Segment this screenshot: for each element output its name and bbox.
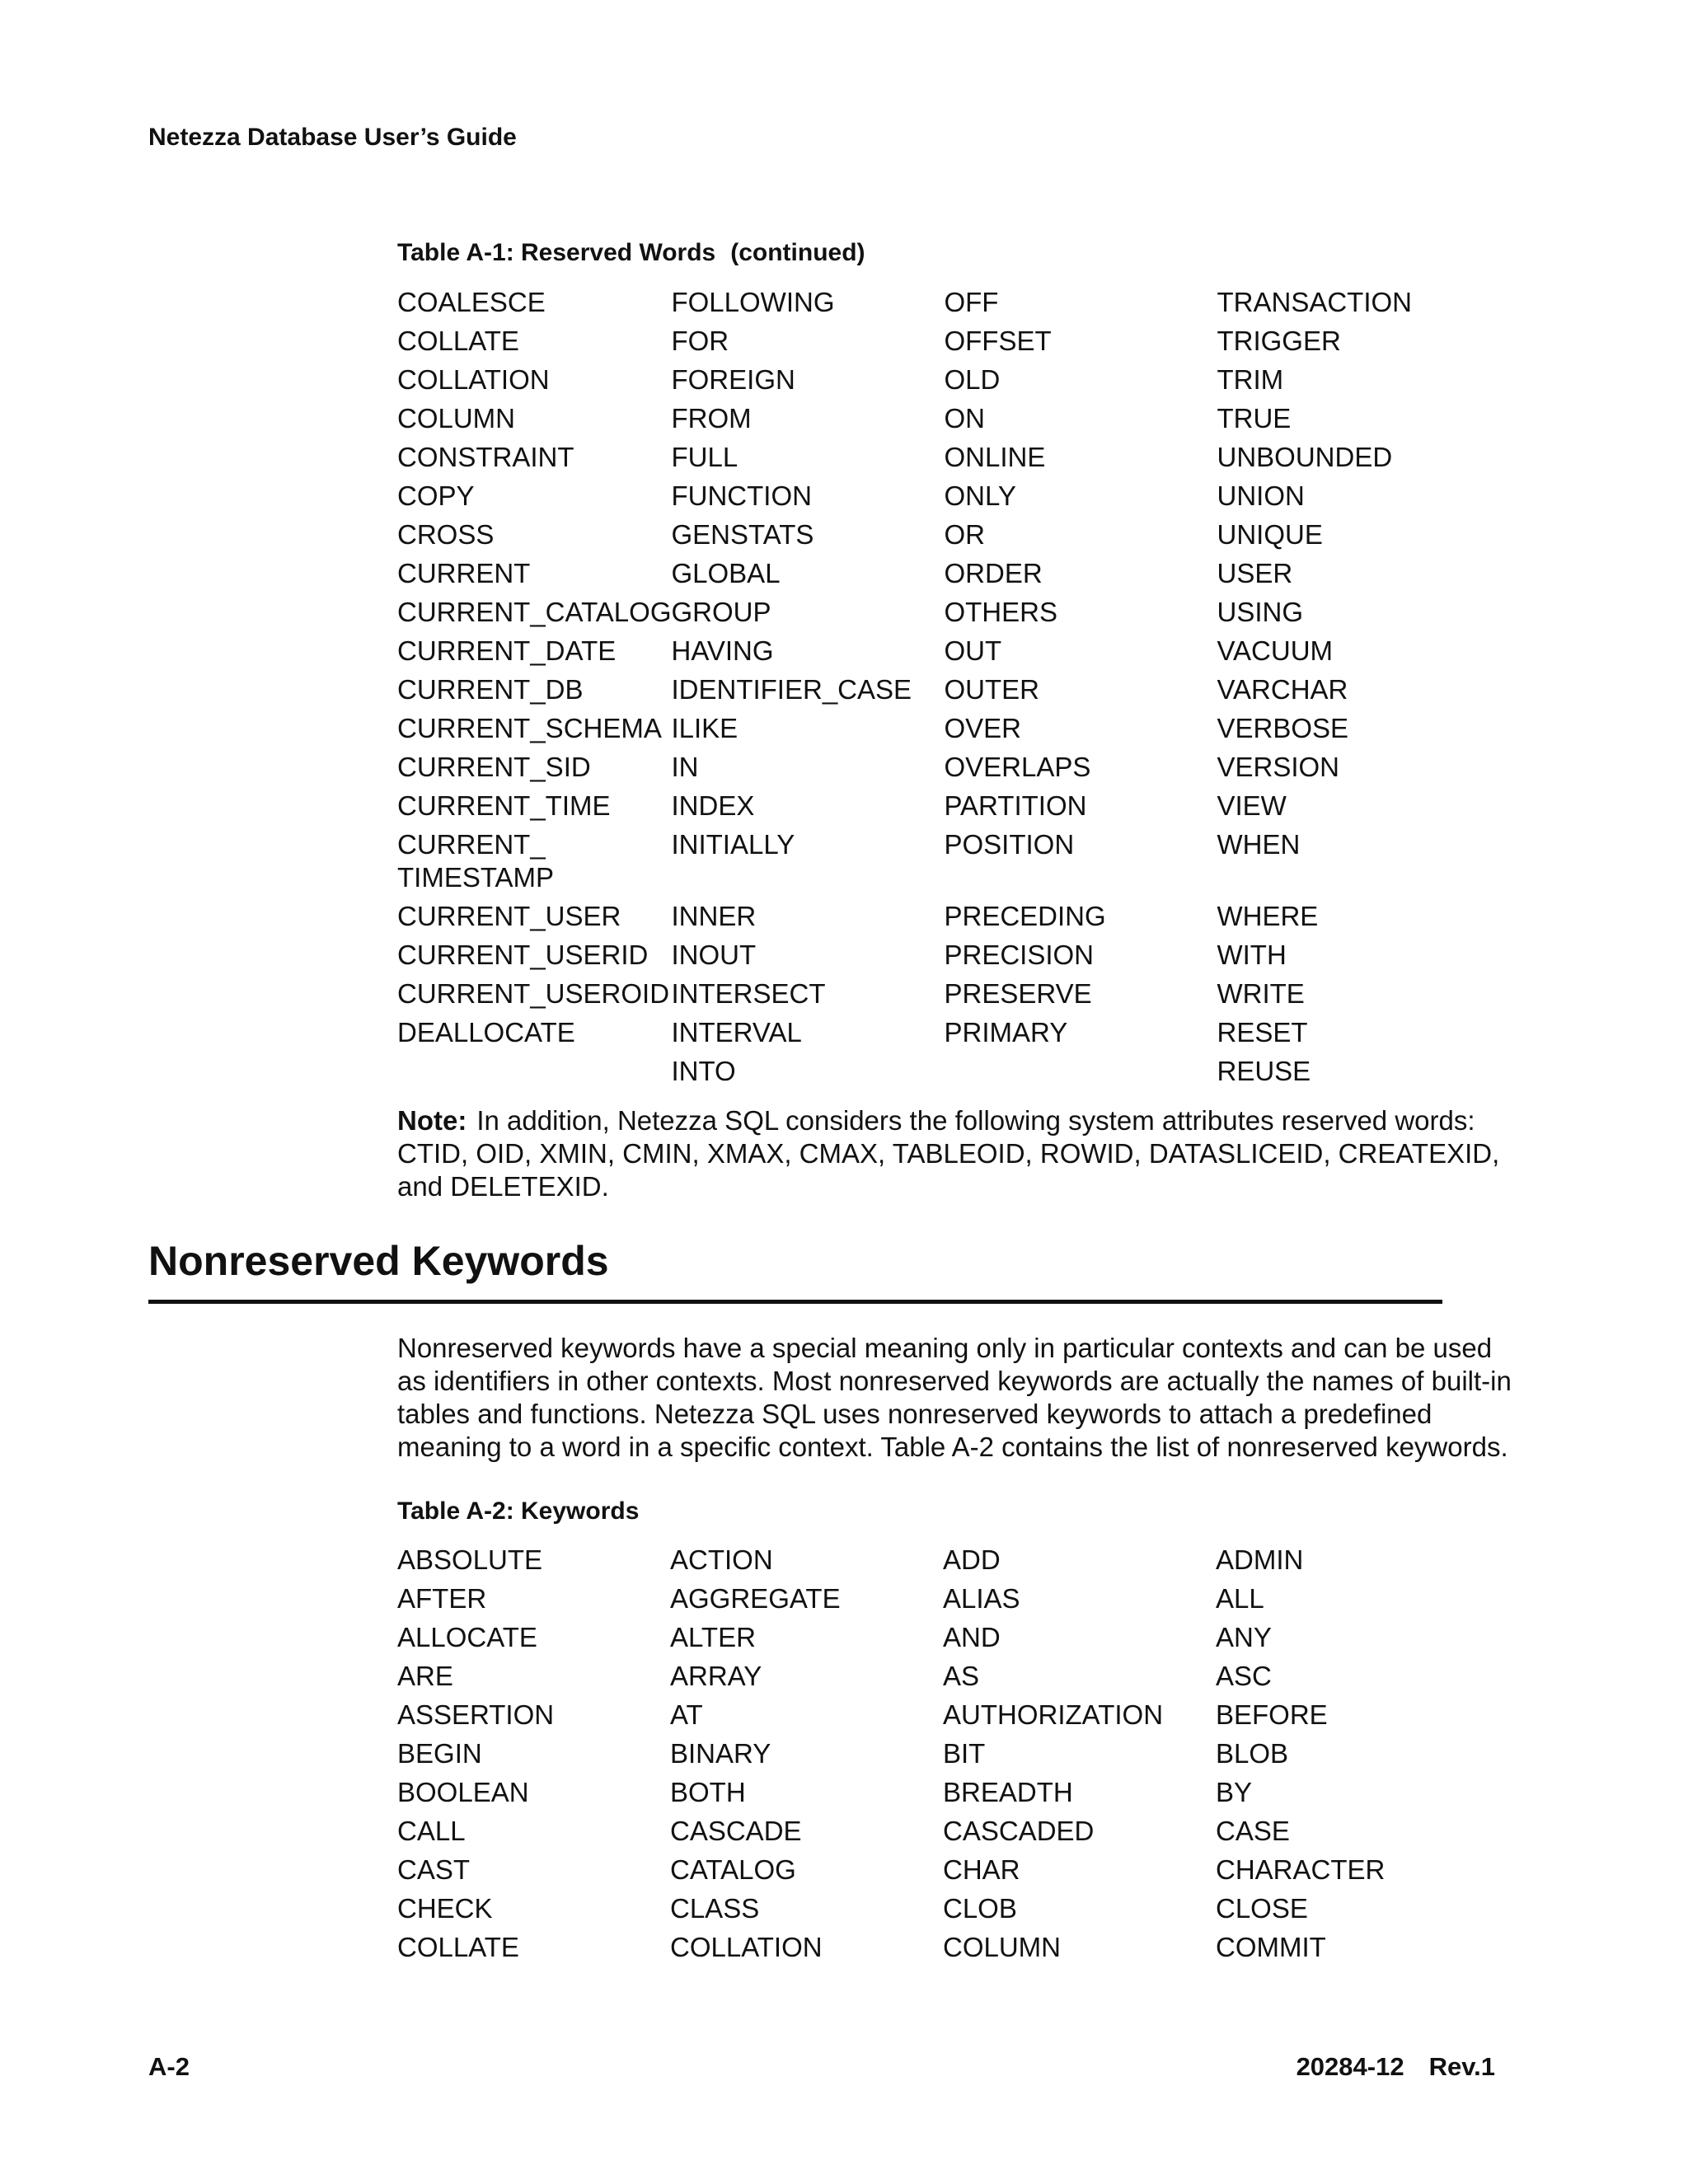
table-cell: TRUE [1217, 403, 1292, 434]
table-cell: CURRENT_DATE [397, 635, 617, 666]
table-cell: CURRENT_USERID [397, 940, 649, 970]
table-row [397, 1055, 1489, 1094]
note-text: In addition, Netezza SQL considers the following system attributes reserved words: CTID, OID, XMIN, CMIN, XMAX, CMAX, TABLEOID, ROWID, DATASLICEID, CREATEXID, and DELETEXID. [397, 1105, 1500, 1202]
table-cell: VERBOSE [1217, 713, 1349, 743]
table-cell: OVER [944, 713, 1022, 743]
table-row [397, 1854, 1489, 1892]
table-cell: IN [671, 752, 699, 782]
table-row [397, 286, 1489, 325]
table-cell: BOTH [670, 1777, 746, 1807]
table-cell: USING [1217, 597, 1303, 627]
table-cell: COLUMN [397, 403, 516, 434]
table-row [397, 751, 1489, 790]
table-row [397, 1699, 1489, 1737]
table-cell: CALL [397, 1816, 466, 1846]
table-cell: DEALLOCATE [397, 1017, 575, 1047]
table-cell: INNER [671, 901, 757, 931]
table-row [397, 557, 1489, 596]
table-cell: CURRENT_USEROID [397, 978, 670, 1009]
table-cell: CURRENT_SID [397, 752, 591, 782]
table-cell: COLUMN [943, 1932, 1062, 1962]
table-cell: WHEN [1217, 829, 1301, 860]
table-cell [397, 1055, 671, 1094]
table-cell: CASCADE [670, 1816, 802, 1846]
table-cell: WRITE [1217, 978, 1305, 1009]
section-title: Nonreserved Keywords [148, 1238, 609, 1284]
table-cell: AND [943, 1622, 1001, 1652]
table-cell: AFTER [397, 1583, 487, 1614]
keywords-table-body [397, 1544, 1489, 1970]
table-cell: FOREIGN [671, 364, 795, 395]
table-cell: CAST [397, 1854, 471, 1885]
table-cell: ASSERTION [397, 1699, 555, 1730]
table-cell: PARTITION [944, 790, 1087, 821]
table-row [397, 441, 1489, 480]
table-cell: CURRENT_ TIMESTAMP [397, 829, 555, 893]
table-cell: PRECEDING [944, 901, 1106, 931]
table-row [397, 402, 1489, 441]
table-cell: VACUUM [1217, 635, 1334, 666]
table-cell: CASE [1216, 1816, 1290, 1846]
table-cell: PRECISION [944, 940, 1095, 970]
table-row [397, 673, 1489, 712]
table-cell: VARCHAR [1217, 674, 1348, 705]
table-cell: BLOB [1216, 1738, 1289, 1769]
table-cell: OUT [944, 635, 1002, 666]
table-cell: CONSTRAINT [397, 442, 574, 472]
table-a1-caption [397, 239, 865, 267]
table-cell: OLD [944, 364, 1001, 395]
table-cell: GLOBAL [671, 558, 781, 588]
table-a1-caption-suffix: (continued) [730, 239, 865, 266]
table-cell: ORDER [944, 558, 1043, 588]
page-number: A-2 [148, 2052, 190, 2081]
table-cell: OFFSET [944, 326, 1052, 356]
table-a1-caption-text: Table A-1: Reserved Words [397, 239, 716, 266]
table-cell: BEGIN [397, 1738, 482, 1769]
table-cell: CLASS [670, 1893, 760, 1924]
table-cell: CHARACTER [1216, 1854, 1386, 1885]
table-cell: TRANSACTION [1217, 287, 1412, 317]
table-cell: ASC [1216, 1661, 1272, 1691]
table-row [397, 1892, 1489, 1931]
table-cell: CURRENT_CATALOG [397, 597, 672, 627]
table-cell: BOOLEAN [397, 1777, 529, 1807]
table-row [397, 1737, 1489, 1776]
reserved-words-table-body [397, 286, 1489, 1094]
table-cell: FULL [671, 442, 738, 472]
table-cell: ONLY [944, 480, 1016, 511]
table-cell: TRIM [1217, 364, 1284, 395]
table-cell: USER [1217, 558, 1293, 588]
table-cell: CURRENT_USER [397, 901, 621, 931]
table-cell: ANY [1216, 1622, 1272, 1652]
table-cell: OR [944, 519, 985, 550]
table-cell: ILIKE [671, 713, 738, 743]
table-cell: WITH [1217, 940, 1287, 970]
table-cell [944, 1055, 1217, 1094]
table-cell: ONLINE [944, 442, 1046, 472]
table-row [397, 363, 1489, 402]
table-cell: COLLATE [397, 326, 519, 356]
table-cell: ALIAS [943, 1583, 1020, 1614]
table-row [397, 900, 1489, 939]
table-cell: AS [943, 1661, 980, 1691]
table-row [397, 1582, 1489, 1621]
table-cell: COPY [397, 480, 475, 511]
table-cell: HAVING [671, 635, 774, 666]
table-cell: CHECK [397, 1893, 493, 1924]
table-cell: ADD [943, 1544, 1001, 1575]
table-cell: ACTION [670, 1544, 773, 1575]
table-cell: COLLATION [670, 1932, 823, 1962]
table-cell: RESET [1217, 1017, 1308, 1047]
table-cell: ABSOLUTE [397, 1544, 543, 1575]
table-cell: CROSS [397, 519, 495, 550]
table-cell: VIEW [1217, 790, 1287, 821]
table-cell: AGGREGATE [670, 1583, 841, 1614]
table-cell: CLOSE [1216, 1893, 1308, 1924]
table-cell: GROUP [671, 597, 771, 627]
table-cell: REUSE [1217, 1056, 1311, 1086]
table-row [397, 325, 1489, 363]
table-cell: UNIQUE [1217, 519, 1323, 550]
table-cell: ON [944, 403, 985, 434]
table-row [397, 635, 1489, 673]
table-cell: TRIGGER [1217, 326, 1341, 356]
table-cell: OFF [944, 287, 999, 317]
table-row [397, 1660, 1489, 1699]
table-cell: AUTHORIZATION [943, 1699, 1164, 1730]
table-cell: ARRAY [670, 1661, 762, 1691]
note-label: Note: [397, 1105, 467, 1136]
table-cell: CATALOG [670, 1854, 796, 1885]
table-row [397, 1621, 1489, 1660]
table-cell: VERSION [1217, 752, 1340, 782]
table-cell: BIT [943, 1738, 986, 1769]
table-cell: COALESCE [397, 287, 546, 317]
table-cell: INTERSECT [671, 978, 826, 1009]
table-row [397, 712, 1489, 751]
table-cell: CASCADED [943, 1816, 1095, 1846]
reserved-words-table [397, 286, 1489, 1094]
table-cell: BINARY [670, 1738, 771, 1769]
table-row [397, 480, 1489, 518]
table-row [397, 939, 1489, 977]
table-cell: BREADTH [943, 1777, 1073, 1807]
table-cell: FOLLOWING [671, 287, 835, 317]
table-cell: IDENTIFIER_CASE [671, 674, 912, 705]
document-id [1296, 2052, 1495, 2082]
table-cell: FROM [671, 403, 752, 434]
document-number: 20284-12 [1296, 2052, 1404, 2081]
table-cell: COLLATE [397, 1932, 519, 1962]
table-cell: AT [670, 1699, 703, 1730]
table-cell: PRIMARY [944, 1017, 1068, 1047]
table-cell: INTERVAL [671, 1017, 802, 1047]
table-cell: BY [1216, 1777, 1253, 1807]
table-cell: UNBOUNDED [1217, 442, 1393, 472]
table-cell: GENSTATS [671, 519, 814, 550]
table-cell: INDEX [671, 790, 755, 821]
table-cell: OTHERS [944, 597, 1057, 627]
section-body: Nonreserved keywords have a special meaning only in particular contexts and can be used as identifiers in other contexts. Most nonreserved keywords are actually the names of built-in tables and functions. Netezza SQL uses nonreserved keywords to attach a predefined meaning to a word in a specific context. Table A-2 contains the list of nonreserved keywords. [397, 1333, 1512, 1462]
table-cell: PRESERVE [944, 978, 1092, 1009]
table-cell: OUTER [944, 674, 1039, 705]
table-cell: OVERLAPS [944, 752, 1091, 782]
table-cell: CURRENT_TIME [397, 790, 611, 821]
running-header: Netezza Database User’s Guide [148, 124, 517, 151]
keywords-table [397, 1544, 1489, 1970]
section-rule [148, 1300, 1442, 1304]
table-row [397, 1016, 1489, 1055]
table-cell: COLLATION [397, 364, 550, 395]
document-revision: Rev.1 [1428, 2052, 1495, 2081]
table-cell: BEFORE [1216, 1699, 1328, 1730]
table-row [397, 790, 1489, 828]
note [397, 1104, 1502, 1203]
table-row [397, 977, 1489, 1016]
table-cell: ALL [1216, 1583, 1264, 1614]
table-cell: POSITION [944, 829, 1075, 860]
table-cell: UNION [1217, 480, 1305, 511]
table-a2-caption: Table A-2: Keywords [397, 1497, 640, 1525]
table-cell: CLOB [943, 1893, 1017, 1924]
table-cell: CURRENT [397, 558, 531, 588]
table-row [397, 518, 1489, 557]
table-row [397, 828, 1489, 900]
table-cell: ARE [397, 1661, 453, 1691]
table-cell: COMMIT [1216, 1932, 1326, 1962]
table-cell: INTO [671, 1056, 736, 1086]
table-cell: INITIALLY [671, 829, 795, 860]
table-cell: ALLOCATE [397, 1622, 537, 1652]
table-row [397, 1931, 1489, 1970]
table-row [397, 1544, 1489, 1582]
table-cell: WHERE [1217, 901, 1319, 931]
table-row [397, 596, 1489, 635]
table-cell: CURRENT_SCHEMA [397, 713, 662, 743]
table-cell: CHAR [943, 1854, 1020, 1885]
table-row [397, 1815, 1489, 1854]
table-cell: CURRENT_DB [397, 674, 584, 705]
table-cell: FOR [671, 326, 729, 356]
table-row [397, 1776, 1489, 1815]
table-cell: ALTER [670, 1622, 756, 1652]
table-cell: ADMIN [1216, 1544, 1304, 1575]
table-cell: INOUT [671, 940, 757, 970]
table-cell: FUNCTION [671, 480, 812, 511]
